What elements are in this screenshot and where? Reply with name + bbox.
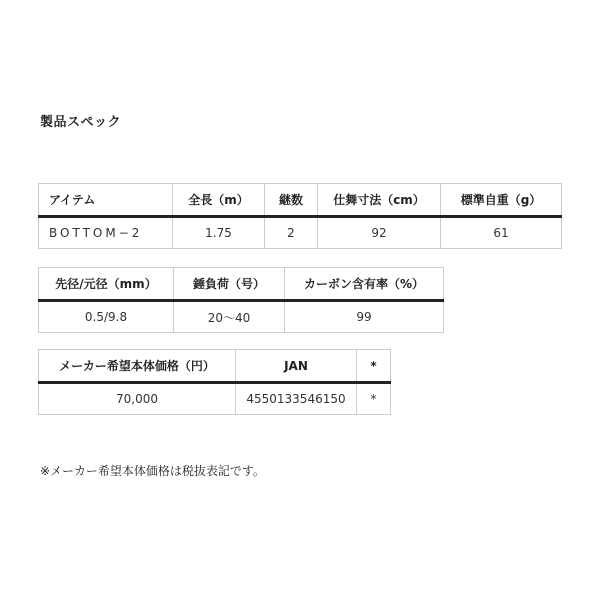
cell-tip-butt-diameter: 0.5/9.8: [39, 301, 174, 333]
spec-table-tip: [38, 267, 444, 333]
cell-closed-length: 92: [318, 217, 441, 249]
header-length: 全長（m）: [173, 184, 265, 217]
table-row: [39, 383, 391, 415]
header-carbon-content: カーボン含有率（%）: [285, 268, 444, 301]
table-row: [39, 301, 444, 333]
cell-asterisk: *: [357, 383, 391, 415]
cell-length: 1.75: [173, 217, 265, 249]
spec-table-price: [38, 349, 391, 415]
header-price: メーカー希望本体価格（円）: [39, 350, 236, 383]
header-sinker-load: 錘負荷（号）: [174, 268, 285, 301]
table-header-row: [39, 350, 391, 383]
price-note: ※メーカー希望本体価格は税抜表記です。: [40, 464, 265, 478]
cell-weight: 61: [441, 217, 562, 249]
table-row: [39, 217, 562, 249]
cell-item: BOTTOM−2: [39, 217, 173, 249]
table-header-row: [39, 268, 444, 301]
cell-carbon-content: 99: [285, 301, 444, 333]
header-tip-butt-diameter: 先径/元径（mm）: [39, 268, 174, 301]
header-jan: JAN: [236, 350, 357, 383]
section-title: 製品スペック: [40, 115, 122, 130]
spec-table-main: [38, 183, 562, 249]
cell-jan: 4550133546150: [236, 383, 357, 415]
header-pieces: 継数: [265, 184, 318, 217]
cell-pieces: 2: [265, 217, 318, 249]
header-asterisk: *: [357, 350, 391, 383]
cell-sinker-load: 20〜40: [174, 301, 285, 333]
header-weight: 標準自重（g）: [441, 184, 562, 217]
cell-price: 70,000: [39, 383, 236, 415]
header-closed-length: 仕舞寸法（cm）: [318, 184, 441, 217]
table-header-row: [39, 184, 562, 217]
header-item: アイテム: [39, 184, 173, 217]
